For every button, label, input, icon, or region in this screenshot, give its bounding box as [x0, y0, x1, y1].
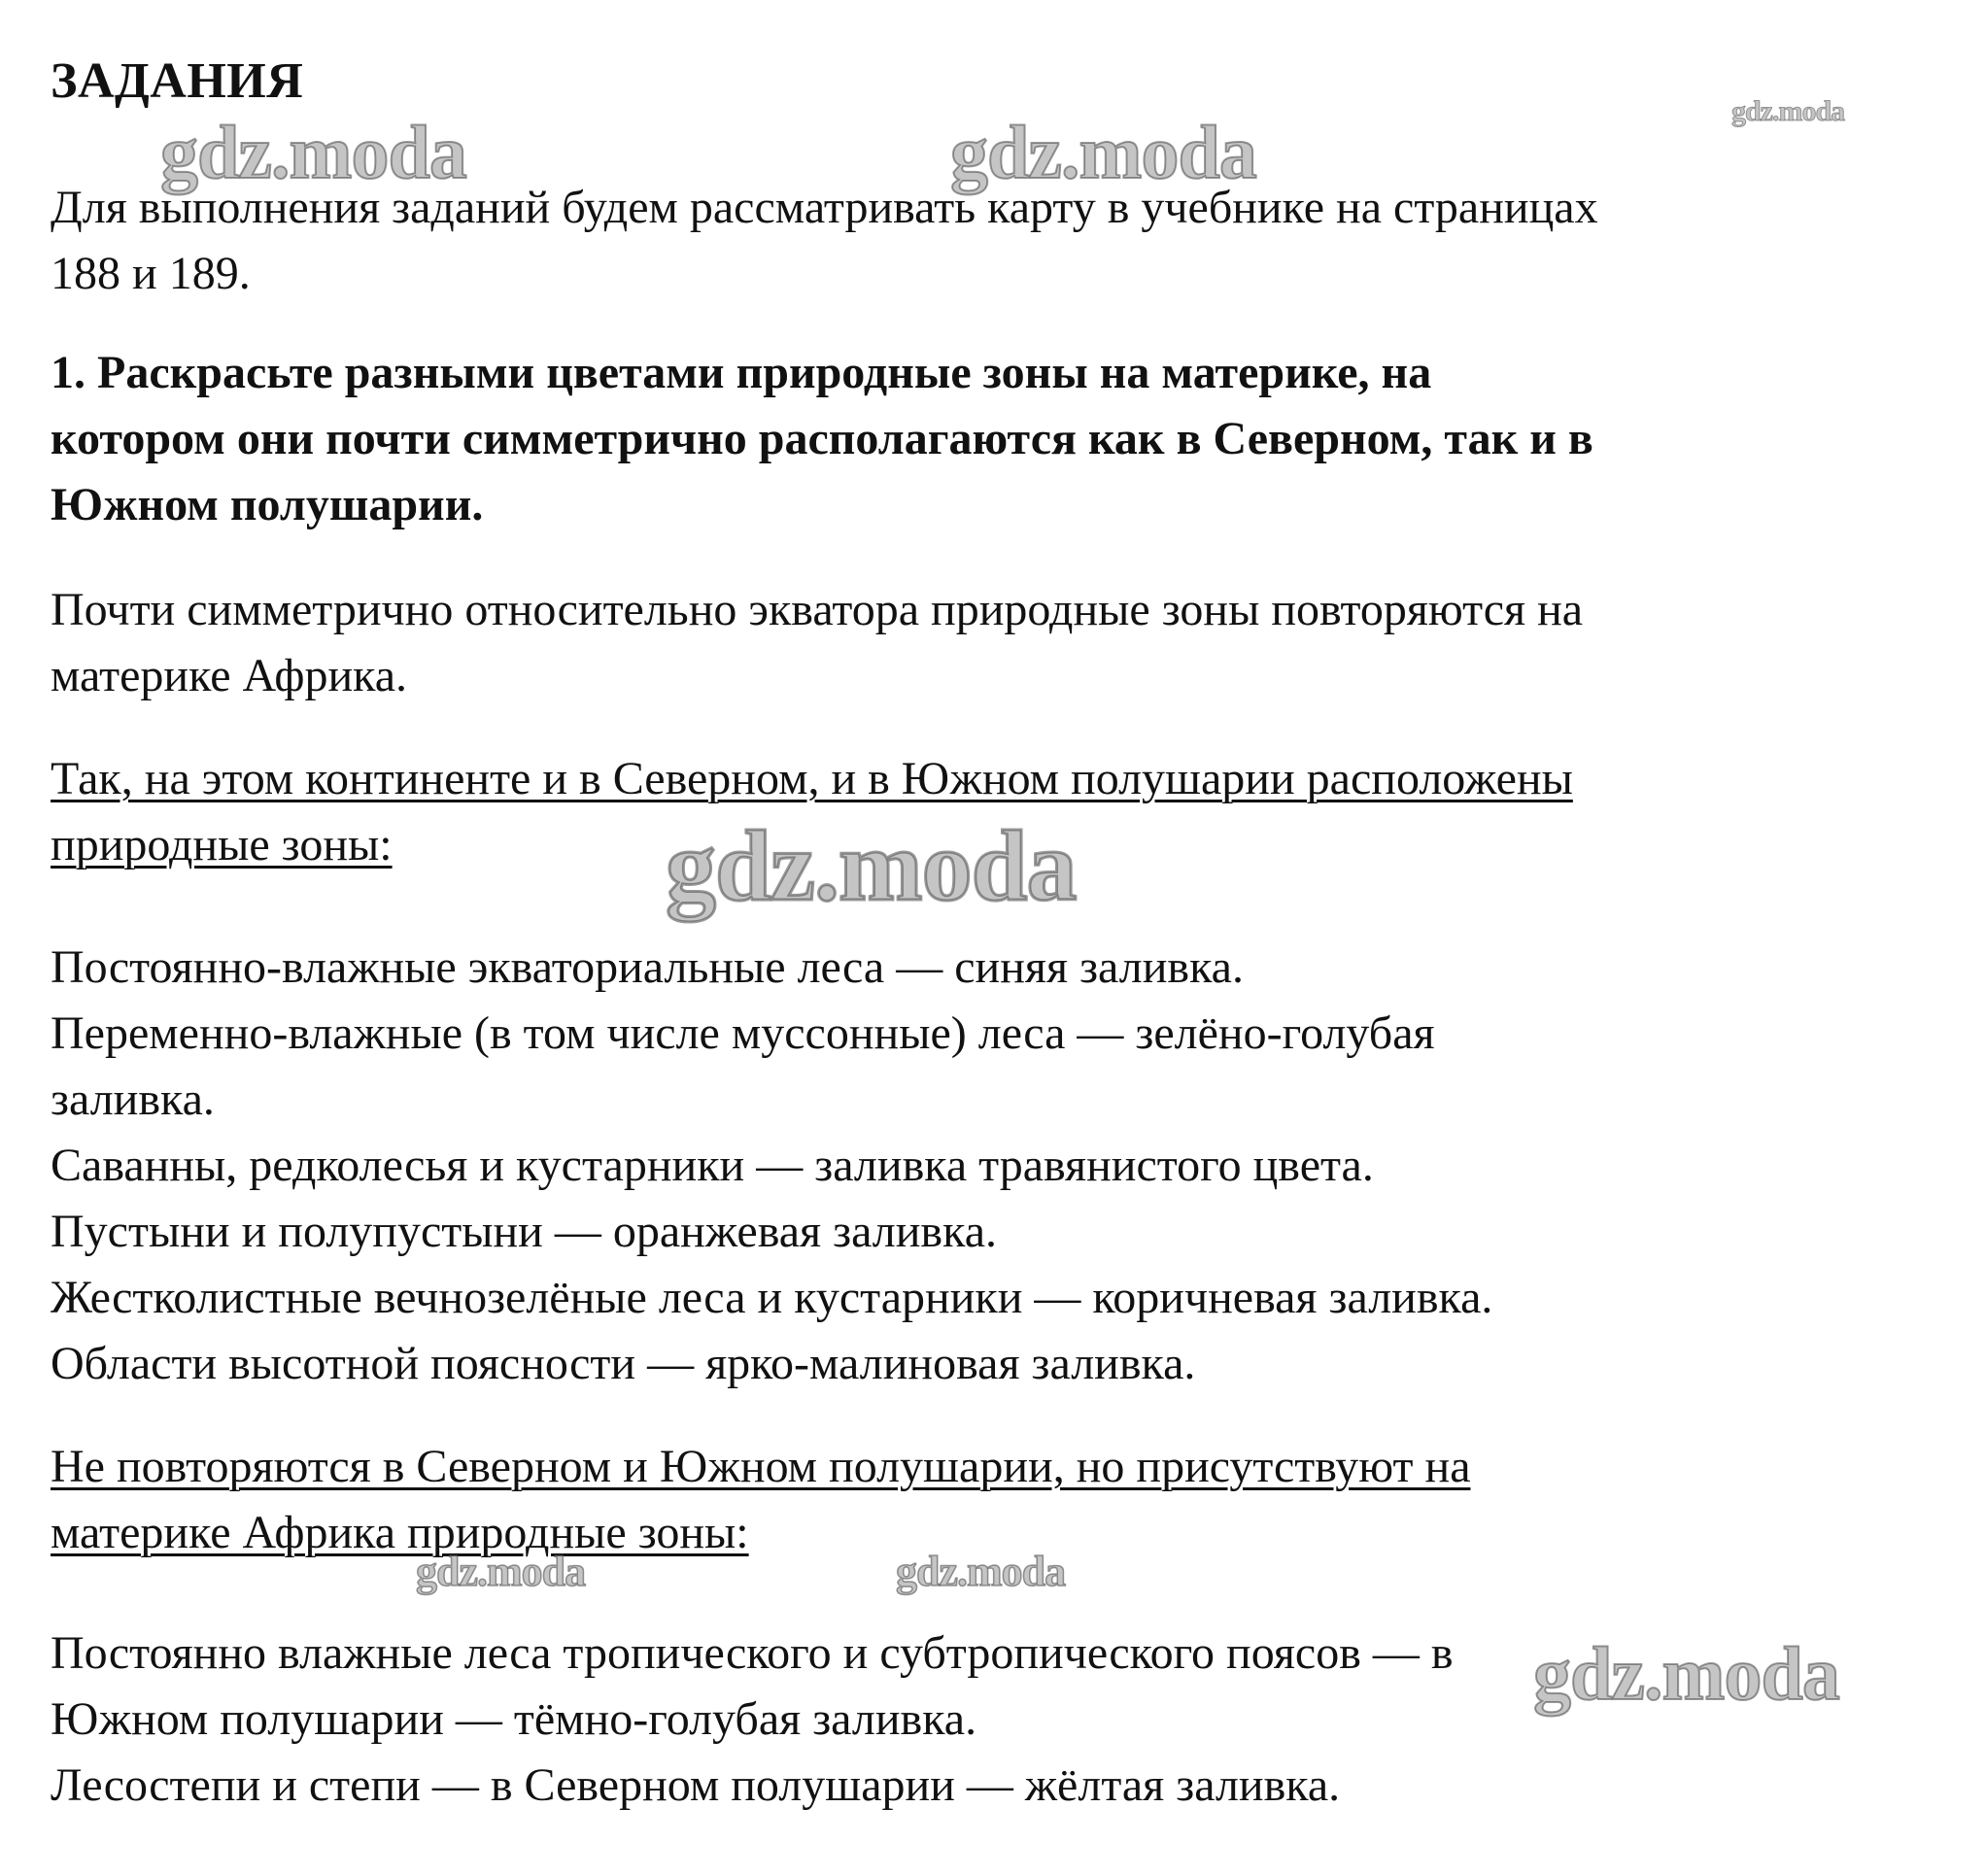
list-item: Постоянно-влажные экваториальные леса — синяя заливка.	[51, 941, 1244, 993]
watermark: gdz.moda	[666, 810, 1077, 922]
task-statement	[51, 340, 1955, 538]
list-item: Саванны, редколесья и кустарники — заливка травянистого цвета.	[51, 1140, 1374, 1191]
watermark: gdz.moda	[950, 110, 1256, 194]
heading-line: природные зоны:	[51, 819, 393, 870]
intro-paragraph	[51, 175, 1955, 307]
symmetric-zones-list	[51, 935, 1955, 1397]
list-item: Постоянно влажные леса тропического и субтропического поясов — в	[51, 1627, 1454, 1679]
list-item: Лесостепи и степи — в Северном полушарии — жёлтая заливка.	[51, 1759, 1341, 1811]
watermark: gdz.moda	[896, 1548, 1066, 1595]
task-line: Южном полушарии.	[51, 479, 484, 530]
task-line: 1. Раскрасьте разными цветами природные зоны на материке, на	[51, 347, 1432, 398]
list-item: Области высотной поясности — ярко-малиновая заливка.	[51, 1338, 1196, 1389]
nonsymmetric-zones-list	[51, 1620, 1955, 1819]
watermark: gdz.moda	[416, 1548, 586, 1595]
list-item: Переменно-влажные (в том числе муссонные) леса — зелёно-голубая	[51, 1007, 1435, 1059]
page-title: ЗАДАНИЯ	[51, 53, 304, 109]
intro-line: Для выполнения заданий будем рассматривать карту в учебнике на страницах	[51, 182, 1598, 233]
answer-paragraph	[51, 577, 1955, 709]
document-page	[51, 51, 1955, 1819]
heading-line: Не повторяются в Северном и Южном полушарии, но присутствуют на	[51, 1441, 1471, 1492]
intro-line: 188 и 189.	[51, 248, 251, 299]
list-item: Южном полушарии — тёмно-голубая заливка.	[51, 1693, 977, 1745]
task-line: котором они почти симметрично располагаются как в Северном, так и в	[51, 413, 1593, 464]
heading-line: материке Африка природные зоны:	[51, 1507, 749, 1558]
watermark: gdz.moda	[1533, 1631, 1839, 1716]
list-item: Жестколистные вечнозелёные леса и кустарники — коричневая заливка.	[51, 1272, 1493, 1323]
watermark: gdz.moda	[1731, 95, 1845, 127]
list-item: Пустыни и полупустыни — оранжевая заливка.	[51, 1206, 997, 1257]
list-item: заливка.	[51, 1074, 215, 1125]
answer-line: Почти симметрично относительно экватора природные зоны повторяются на	[51, 584, 1584, 635]
symmetric-zones-heading	[51, 746, 1955, 878]
nonsymmetric-zones-heading	[51, 1434, 1955, 1566]
heading-line: Так, на этом континенте и в Северном, и в Южном полушарии расположены	[51, 753, 1573, 804]
watermark: gdz.moda	[160, 110, 466, 194]
answer-line: материке Африка.	[51, 650, 408, 701]
